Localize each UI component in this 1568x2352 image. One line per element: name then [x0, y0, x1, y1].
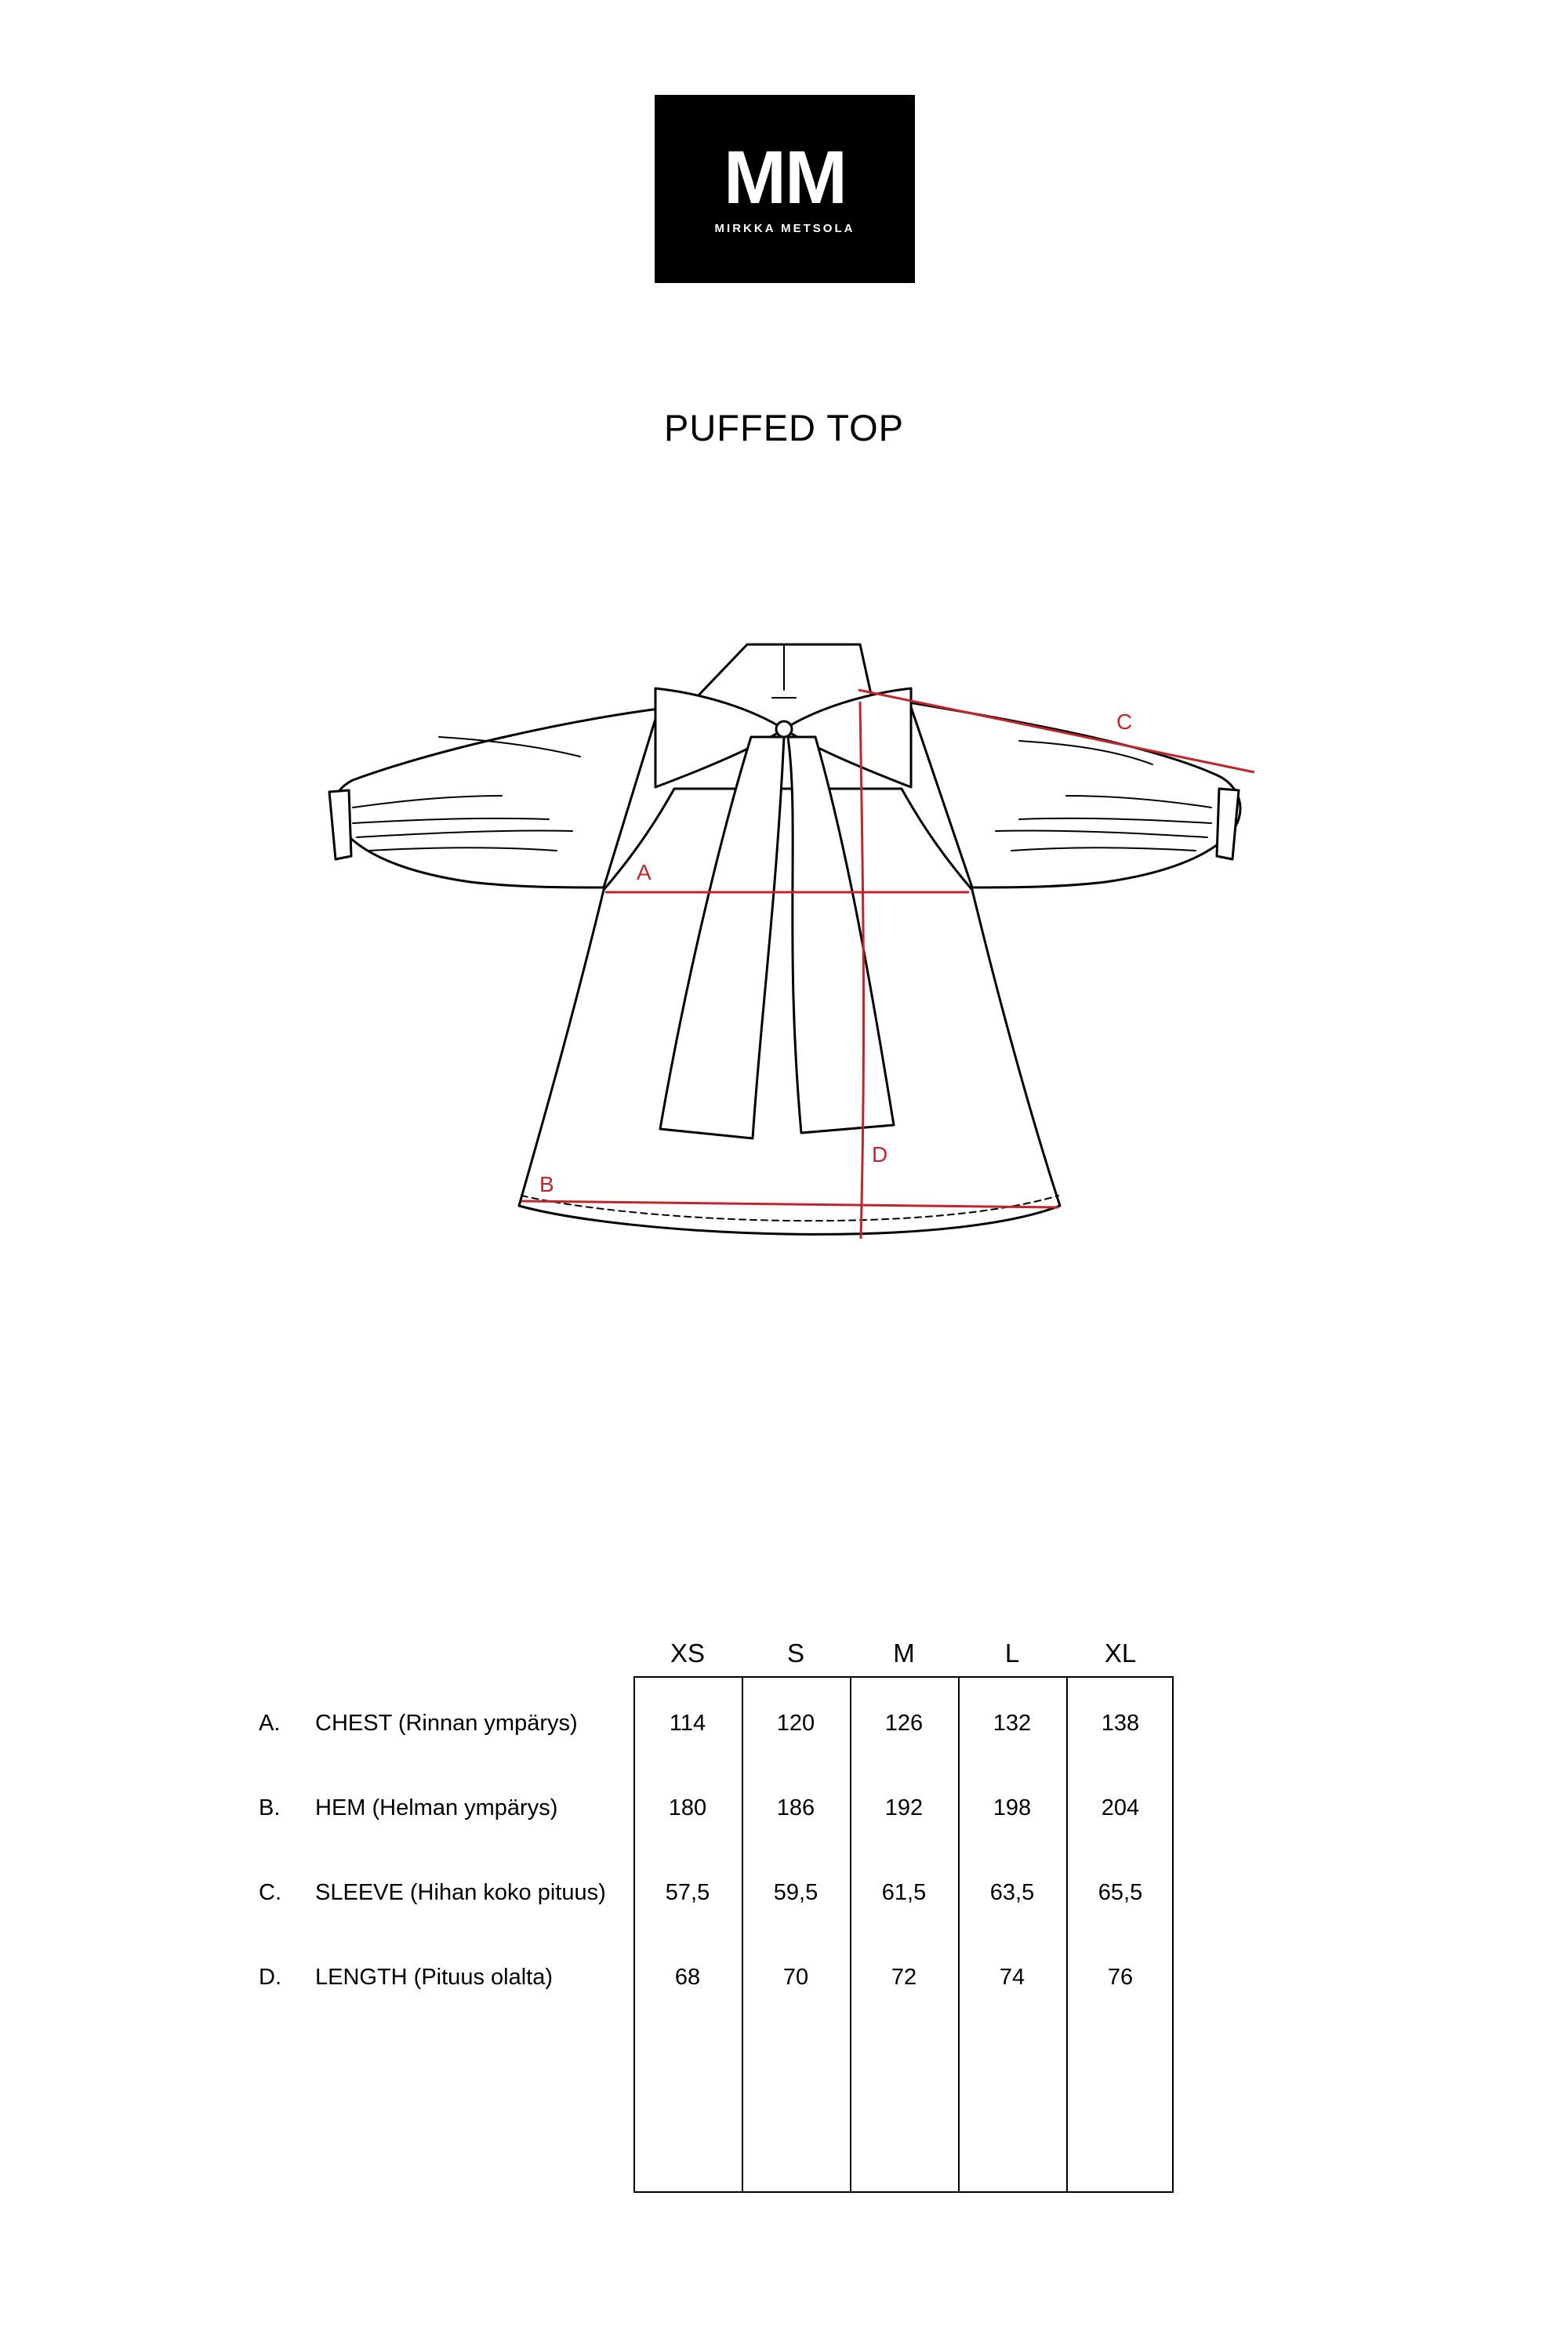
table-cell: 76 — [1107, 1965, 1134, 1990]
table-cell: 72 — [891, 1965, 917, 1990]
row-label-length: LENGTH (Pituus olalta) — [315, 1965, 553, 1990]
table-divider — [850, 1676, 851, 2193]
table-cell: 192 — [884, 1795, 924, 1820]
bow-knot — [776, 721, 792, 737]
row-letter: D. — [259, 1965, 281, 1990]
table-divider — [742, 1676, 743, 2193]
table-cell: 59,5 — [773, 1880, 818, 1905]
logo-mark: MM — [724, 136, 846, 220]
row-label-hem: HEM (Helman ympärys) — [315, 1795, 558, 1820]
table-divider — [1066, 1676, 1068, 2193]
size-head-m: M — [893, 1639, 915, 1668]
row-label-sleeve: SLEEVE (Hihan koko pituus) — [315, 1880, 606, 1905]
table-cell: 138 — [1101, 1711, 1140, 1736]
row-letter: A. — [259, 1711, 281, 1736]
size-head-s: S — [786, 1639, 804, 1668]
table-cell: 126 — [884, 1711, 924, 1736]
dim-label-a: A — [637, 860, 652, 884]
size-table-grid — [633, 1676, 1174, 2193]
size-head-xl: XL — [1104, 1639, 1137, 1668]
table-cell: 61,5 — [881, 1880, 927, 1905]
table-cell: 180 — [668, 1795, 707, 1820]
table-cell: 74 — [999, 1965, 1025, 1990]
row-label-chest: CHEST (Rinnan ympärys) — [315, 1711, 578, 1736]
table-cell: 63,5 — [989, 1880, 1035, 1905]
size-head-xs: XS — [670, 1639, 706, 1668]
page-title: PUFFED TOP — [664, 407, 904, 448]
table-cell: 57,5 — [665, 1880, 710, 1905]
table-cell: 204 — [1101, 1795, 1140, 1820]
table-cell: 186 — [776, 1795, 815, 1820]
table-cell: 120 — [776, 1711, 815, 1736]
table-cell: 65,5 — [1098, 1880, 1143, 1905]
dim-label-d: D — [872, 1142, 888, 1167]
table-cell: 114 — [669, 1711, 706, 1736]
table-cell: 70 — [782, 1965, 809, 1990]
size-head-l: L — [1004, 1639, 1020, 1668]
row-letter: C. — [259, 1880, 281, 1905]
left-cuff — [329, 790, 351, 859]
right-cuff — [1217, 789, 1239, 859]
table-cell: 198 — [993, 1795, 1032, 1820]
right-sleeve — [909, 702, 1240, 887]
dim-label-c: C — [1116, 710, 1133, 734]
dim-label-b: B — [539, 1172, 554, 1196]
left-sleeve — [333, 709, 659, 887]
table-cell: 132 — [993, 1711, 1032, 1736]
row-letter: B. — [259, 1795, 281, 1820]
logo-brand-name: MIRKKA METSOLA — [714, 222, 855, 235]
table-cell: 68 — [674, 1965, 701, 1990]
table-divider — [958, 1676, 960, 2193]
